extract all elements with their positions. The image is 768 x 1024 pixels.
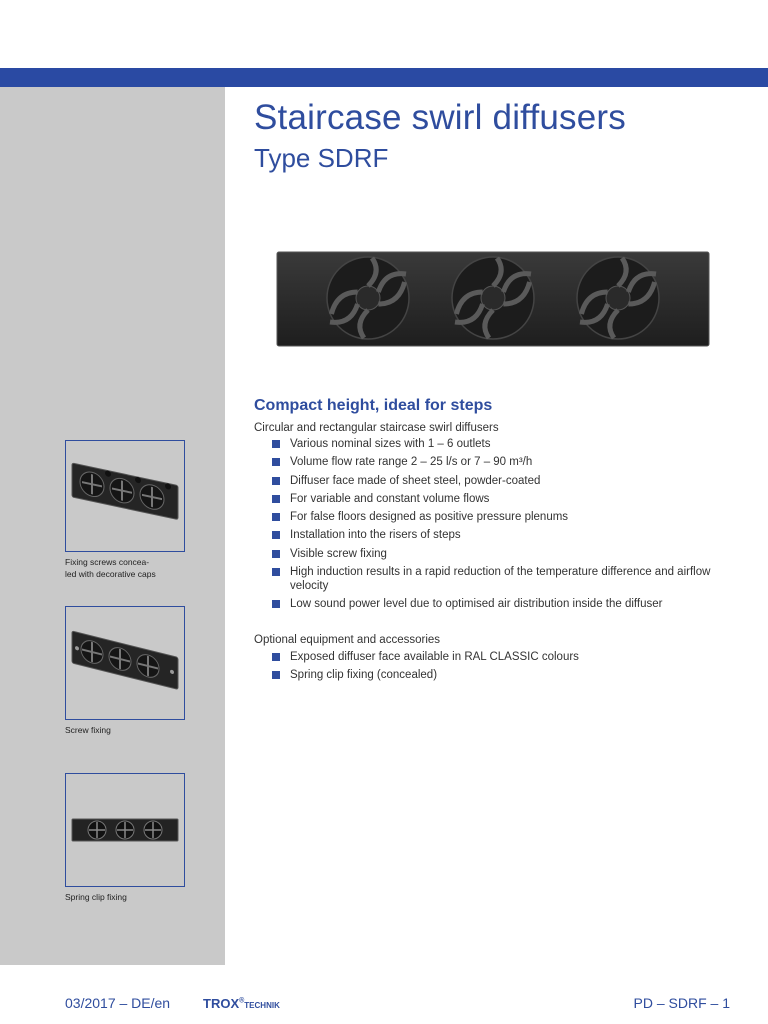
list-item: Visible screw fixing — [272, 547, 732, 561]
footer-date: 03/2017 – DE/en — [65, 995, 171, 1011]
bullet-icon — [272, 550, 280, 558]
swirl-outlet-1 — [327, 257, 409, 339]
caption-concealed-2: led with decorative caps — [65, 569, 156, 579]
list-item: High induction results in a rapid reduction of the temperature difference and airflow velocity — [272, 565, 732, 593]
list-item: Various nominal sizes with 1 – 6 outlets — [272, 437, 732, 451]
trox-logo: TROX®TECHNIK — [203, 996, 280, 1011]
list-item: Spring clip fixing (concealed) — [272, 668, 732, 682]
list-item: Volume flow rate range 2 – 25 l/s or 7 – 90 m³/h — [272, 455, 732, 469]
thumb-spring-clip — [65, 773, 185, 887]
caption-screw-fixing: Screw fixing — [65, 725, 111, 735]
page-subtitle: Type SDRF — [254, 143, 389, 173]
bullet-icon — [272, 513, 280, 521]
list-item: Low sound power level due to optimised air distribution inside the diffuser — [272, 597, 732, 611]
bullet-icon — [272, 671, 280, 679]
caption-spring-clip: Spring clip fixing — [65, 892, 127, 902]
bullet-icon — [272, 440, 280, 448]
page-title: Staircase swirl diffusers — [254, 98, 626, 137]
bullet-icon — [272, 477, 280, 485]
bullet-icon — [272, 458, 280, 466]
bullet-icon — [272, 653, 280, 661]
list-item: Diffuser face made of sheet steel, powder-coated — [272, 474, 732, 488]
list-item: For variable and constant volume flows — [272, 492, 732, 506]
top-accent-bar — [0, 68, 768, 87]
thumb-concealed-screws — [65, 440, 185, 552]
bullet-icon — [272, 495, 280, 503]
optional-heading: Optional equipment and accessories — [254, 634, 441, 646]
bullet-icon — [272, 531, 280, 539]
bullet-icon — [272, 600, 280, 608]
list-item: For false floors designed as positive pressure plenums — [272, 510, 732, 524]
caption-concealed-1: Fixing screws concea- — [65, 557, 150, 567]
swirl-outlet-2 — [452, 257, 534, 339]
list-item: Installation into the risers of steps — [272, 528, 732, 542]
optional-list — [272, 650, 732, 687]
thumb-screw-fixing — [65, 606, 185, 720]
feature-list — [272, 437, 732, 616]
list-item: Exposed diffuser face available in RAL CLASSIC colours — [272, 650, 732, 664]
swirl-outlet-3 — [577, 257, 659, 339]
product-image — [276, 250, 710, 348]
bullet-icon — [272, 568, 280, 576]
section-heading: Compact height, ideal for steps — [254, 397, 493, 414]
footer-page-number: PD – SDRF – 1 — [633, 995, 730, 1011]
intro-text: Circular and rectangular staircase swirl diffusers — [254, 422, 499, 434]
